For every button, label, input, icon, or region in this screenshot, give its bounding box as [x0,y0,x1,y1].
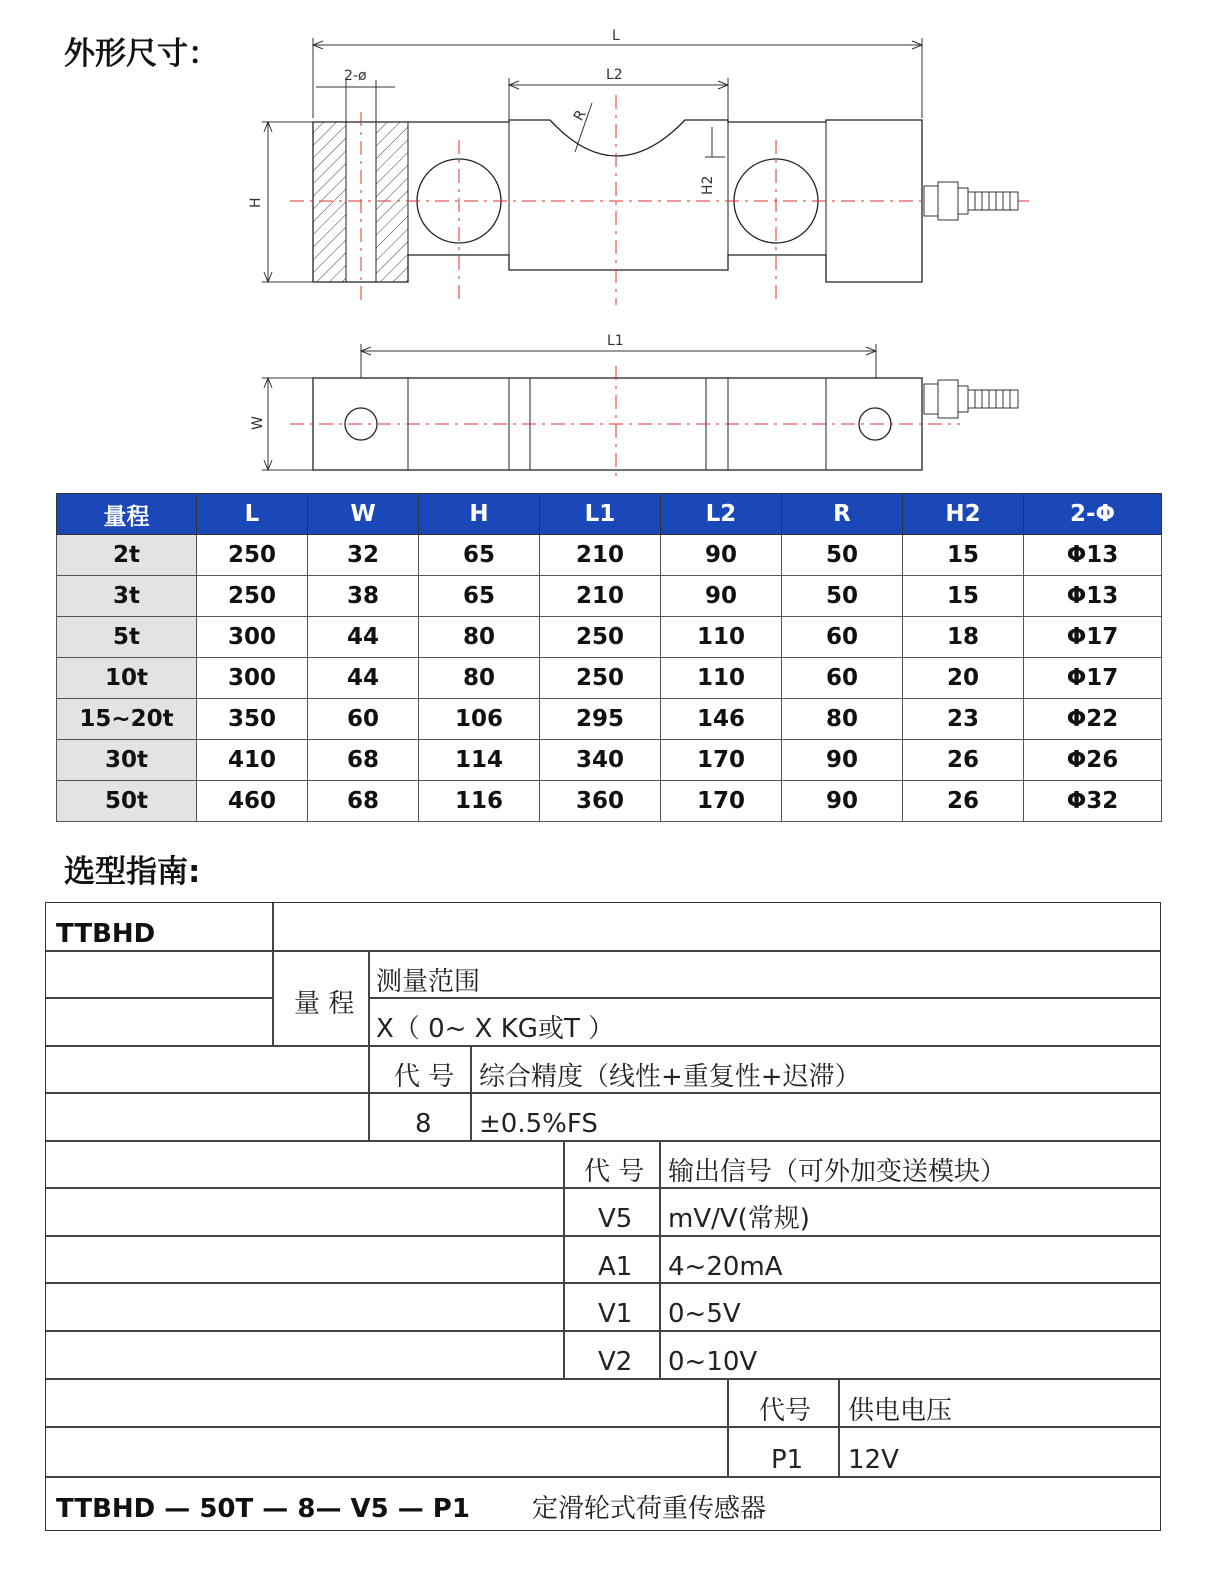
spec-row [57,576,1162,617]
range-cell: 50t [57,781,197,822]
order-example: TTBHD — 50T — 8— V5 — P1 [56,1494,470,1524]
range-label: 量 程 [294,989,355,1019]
header-cell: H [419,494,540,535]
accuracy-value: ±0.5%FS [479,1109,598,1139]
header-cell: H2 [903,494,1024,535]
header-cell: L1 [540,494,661,535]
range-value: X（ 0~ X KG或T ） [376,1014,615,1044]
header-cell: R [782,494,903,535]
output-value: 0~5V [668,1299,741,1329]
spec-cell: 68 [308,740,419,781]
spec-cell: 360 [540,781,661,822]
spec-cell: 250 [540,617,661,658]
spec-cell: 80 [782,699,903,740]
spec-row [57,699,1162,740]
spec-cell: Φ26 [1024,740,1162,781]
range-cell: 2t [57,535,197,576]
spec-cell: 20 [903,658,1024,699]
range-cell: 10t [57,658,197,699]
power-code: P1 [771,1445,804,1475]
power-title: 供电电压 [848,1396,953,1426]
spec-cell: 110 [661,617,782,658]
spec-cell: 114 [419,740,540,781]
range-cell: 30t [57,740,197,781]
spec-cell: 15 [903,576,1024,617]
dimension-drawing [240,25,1060,480]
spec-cell: 250 [197,576,308,617]
spec-cell: Φ22 [1024,699,1162,740]
label-hole: 2-ø [344,68,367,84]
output-value: mV/V(常规) [668,1204,810,1234]
power-value: 12V [848,1445,899,1475]
header-cell: L [197,494,308,535]
spec-cell: 65 [419,535,540,576]
header-cell: L2 [661,494,782,535]
spec-cell: Φ17 [1024,658,1162,699]
spec-cell: 38 [308,576,419,617]
spec-cell: 44 [308,658,419,699]
accuracy-code-label: 代 号 [394,1062,455,1092]
spec-cell: 250 [197,535,308,576]
label-L2: L2 [606,67,623,83]
spec-cell: 170 [661,740,782,781]
spec-cell: 250 [540,658,661,699]
label-H: H [248,197,264,208]
dim-H [262,122,313,282]
spec-cell: 44 [308,617,419,658]
output-value: 4~20mA [668,1252,783,1282]
spec-cell: 90 [782,781,903,822]
spec-cell: 50 [782,576,903,617]
spec-row [57,617,1162,658]
label-W: W [250,416,266,430]
dimensions-title: 外形尺寸： [64,36,219,72]
spec-cell: 110 [661,658,782,699]
range-cell: 5t [57,617,197,658]
range-title: 测量范围 [376,967,481,997]
spec-cell: 32 [308,535,419,576]
accuracy-title: 综合精度（线性+重复性+迟滞） [479,1062,861,1092]
cable-front [924,182,1018,220]
range-cell: 15~20t [57,699,197,740]
spec-row [57,781,1162,822]
output-title: 输出信号（可外加变送模块） [668,1157,1007,1187]
spec-row [57,535,1162,576]
spec-cell: 300 [197,617,308,658]
spec-header-row [57,494,1162,535]
dim-L2 [509,78,728,120]
spec-cell: 170 [661,781,782,822]
spec-cell: 26 [903,740,1024,781]
spec-cell: 60 [782,658,903,699]
accuracy-code: 8 [415,1109,432,1139]
spec-cell: Φ17 [1024,617,1162,658]
spec-cell: 26 [903,781,1024,822]
spec-cell: 410 [197,740,308,781]
model-name: TTBHD [56,919,156,949]
header-cell: 量程 [57,494,197,535]
spec-cell: 90 [782,740,903,781]
spec-cell: Φ32 [1024,781,1162,822]
spec-cell: 18 [903,617,1024,658]
label-L: L [612,28,620,44]
spec-row [57,740,1162,781]
spec-cell: Φ13 [1024,535,1162,576]
output-code: V2 [598,1347,633,1377]
spec-cell: 146 [661,699,782,740]
range-cell: 3t [57,576,197,617]
label-H2: H2 [700,175,716,195]
spec-row [57,658,1162,699]
spec-cell: 60 [308,699,419,740]
product-description: 定滑轮式荷重传感器 [532,1494,767,1524]
header-cell: W [308,494,419,535]
dim-hole [316,80,395,122]
spec-cell: 65 [419,576,540,617]
output-code-label: 代 号 [584,1157,645,1187]
spec-cell: 210 [540,535,661,576]
spec-cell: 50 [782,535,903,576]
spec-cell: 60 [782,617,903,658]
cable-top [924,380,1018,418]
spec-cell: 116 [419,781,540,822]
header-cell: 2-Φ [1024,494,1162,535]
dim-W [262,378,313,470]
power-code-label: 代号 [759,1396,812,1426]
spec-cell: 80 [419,658,540,699]
spec-cell: 210 [540,576,661,617]
output-code: V1 [598,1299,633,1329]
spec-cell: 460 [197,781,308,822]
output-value: 0~10V [668,1347,758,1377]
spec-cell: 350 [197,699,308,740]
selection-guide-title: 选型指南: [64,854,201,890]
output-code: A1 [598,1252,633,1282]
label-R: R [570,107,590,124]
spec-cell: 340 [540,740,661,781]
output-code: V5 [598,1204,633,1234]
spec-table [56,493,1162,822]
spec-cell: 80 [419,617,540,658]
spec-cell: 295 [540,699,661,740]
spec-cell: 90 [661,576,782,617]
label-L1: L1 [607,333,624,349]
spec-cell: 68 [308,781,419,822]
spec-cell: 23 [903,699,1024,740]
spec-cell: 90 [661,535,782,576]
spec-cell: 15 [903,535,1024,576]
spec-cell: 106 [419,699,540,740]
selection-guide [45,902,1161,1531]
spec-cell: 300 [197,658,308,699]
spec-cell: Φ13 [1024,576,1162,617]
